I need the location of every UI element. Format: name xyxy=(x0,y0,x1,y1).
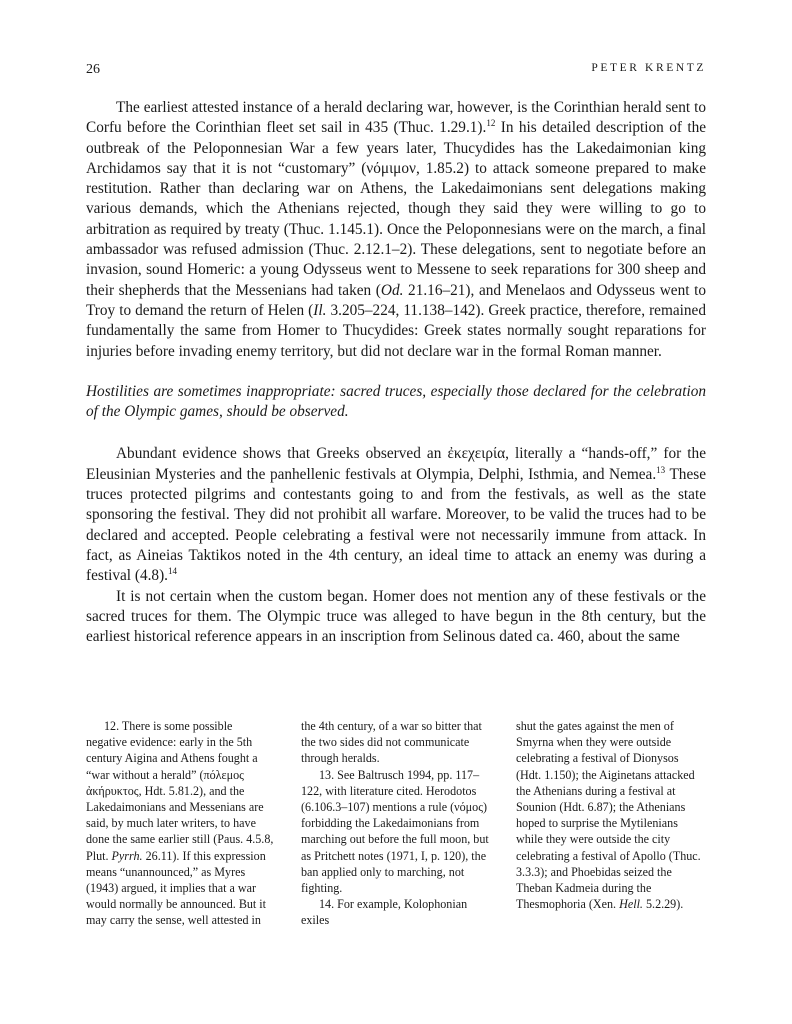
footnote-12: 12. There is some possible negative evidence: early in the 5th century Aigina and Athens fought a “war without a herald” (πόλεμος ἀκήρυκτος, Hdt. 5.81.2), and the Lakedaimonians and Messenians are said, by much later writers, to have done the same earlier still (Paus. 4.5.8, Plut. Pyrrh. 26.11). If this expression means “unannounced,” as Myres (1943) argued, it implies that a war would normally be announced. But it may carry the sense, well attested in xyxy=(86,719,274,928)
section-heading: Hostilities are sometimes inappropriate: sacred truces, especially those declared for the celebration of the Olympic games, should be observed. xyxy=(86,382,706,421)
footnote-ref-13[interactable]: 13 xyxy=(656,464,666,475)
footnote-ref-12[interactable]: 12 xyxy=(486,118,496,129)
footnotes xyxy=(86,718,706,929)
footnote-column-2 xyxy=(301,718,491,929)
footnote-ref-14[interactable]: 14 xyxy=(167,566,177,577)
footnote-12-continued: the 4th century, of a war so bitter that the two sides did not communicate through heralds. xyxy=(301,719,482,766)
footnote-13: 13. See Baltrusch 1994, pp. 117–122, with literature cited. Herodotos (6.106.3–107) mentions a rule (νόμος) forbidding the Lakedaimonians from marching out before the full moon, but as Pritchett notes (1971, I, p. 120), the ban applied only to marching, not fighting. xyxy=(301,767,489,896)
footnote-14-continued: shut the gates against the men of Smyrna when they were outside celebrating a festival of Dionysos (Hdt. 1.150); the Aiginetans attacked the Athenians during a festival at Sounion (Hdt. 6.87); the Athenians hoped to surprise the Mytilenians while they were outside the city celebrating a festival of Apollo (Thuc. 3.3.3); and Phoebidas seized the Theban Kadmeia during the Thesmophoria (Xen. Hell. 5.2.29). xyxy=(516,719,701,912)
paragraph-1: The earliest attested instance of a herald declaring war, however, is the Corinthian herald sent to Corfu before the Corinthian fleet set sail in 435 (Thuc. 1.29.1).$^{12}$ In his detailed description of the outbreak of the Peloponnesian War a few years later, Thucydides has the Lakedaimonian king Archidamos say that it is not “customary” (νόμιμον, 1.85.2) to attack someone prepared to make restitution. Rather than declaring war on Athens, the Lakedaimonians sent delegations making various demands, which the Athenians rejected, though they said they were willing to go to arbitration as required by treaty (Thuc. 1.145.1). Once the Peloponnesians were on the march, a final ambassador was refused admission (Thuc. 2.12.1–2). These delegations, sent to negotiate before an invasion, sound Homeric: a young Odysseus went to Messene to seek reparations for 300 sheep and their shepherds that the Messenians had taken (Od. 21.16–21), and Menelaos and Odysseus went to Troy to demand the return of Helen (Il. 3.205–224, 11.138–142). Greek practice, therefore, remained fundamentally the same from Homer to Thucydides: Greek states normally sought reparations for injuries before invading enemy territory, but did not declare war in the formal Roman manner. xyxy=(86,99,707,360)
page-number: 26 xyxy=(86,62,100,77)
paragraph-3: It is not certain when the custom began. Homer does not mention any of these festivals or the sacred truces for them. The Olympic truce was alleged to have begun in the 8th century, but the earliest historical reference appears in an inscription from Selinous dated ca. 460, about the same xyxy=(86,587,706,646)
running-head: PETER KRENTZ xyxy=(591,62,706,74)
paragraph-2: Abundant evidence shows that Greeks observed an ἐκεχειρία, literally a “hands-off,” for the Eleusinian Mysteries and the panhellenic festivals at Olympia, Delphi, Isthmia, and Nemea.$^{13}$ These truces protected pilgrims and contestants going to and from the festivals, as well as the state sponsoring the festival. They did not prohibit all warfare. Moreover, to be valid the truces had to be declared and accepted. People celebrating a festival were not necessarily immune from attack. In fact, as Aineias Taktikos noted in the 4th century, an ideal time to attack an enemy was during a festival (4.8).$^{14}$ xyxy=(86,445,706,585)
footnote-column-3 xyxy=(516,718,706,929)
main-text xyxy=(86,98,706,647)
footnote-column-1 xyxy=(86,718,276,929)
page-header xyxy=(86,62,706,82)
footnote-14: 14. For example, Kolophonian exiles xyxy=(301,897,468,928)
